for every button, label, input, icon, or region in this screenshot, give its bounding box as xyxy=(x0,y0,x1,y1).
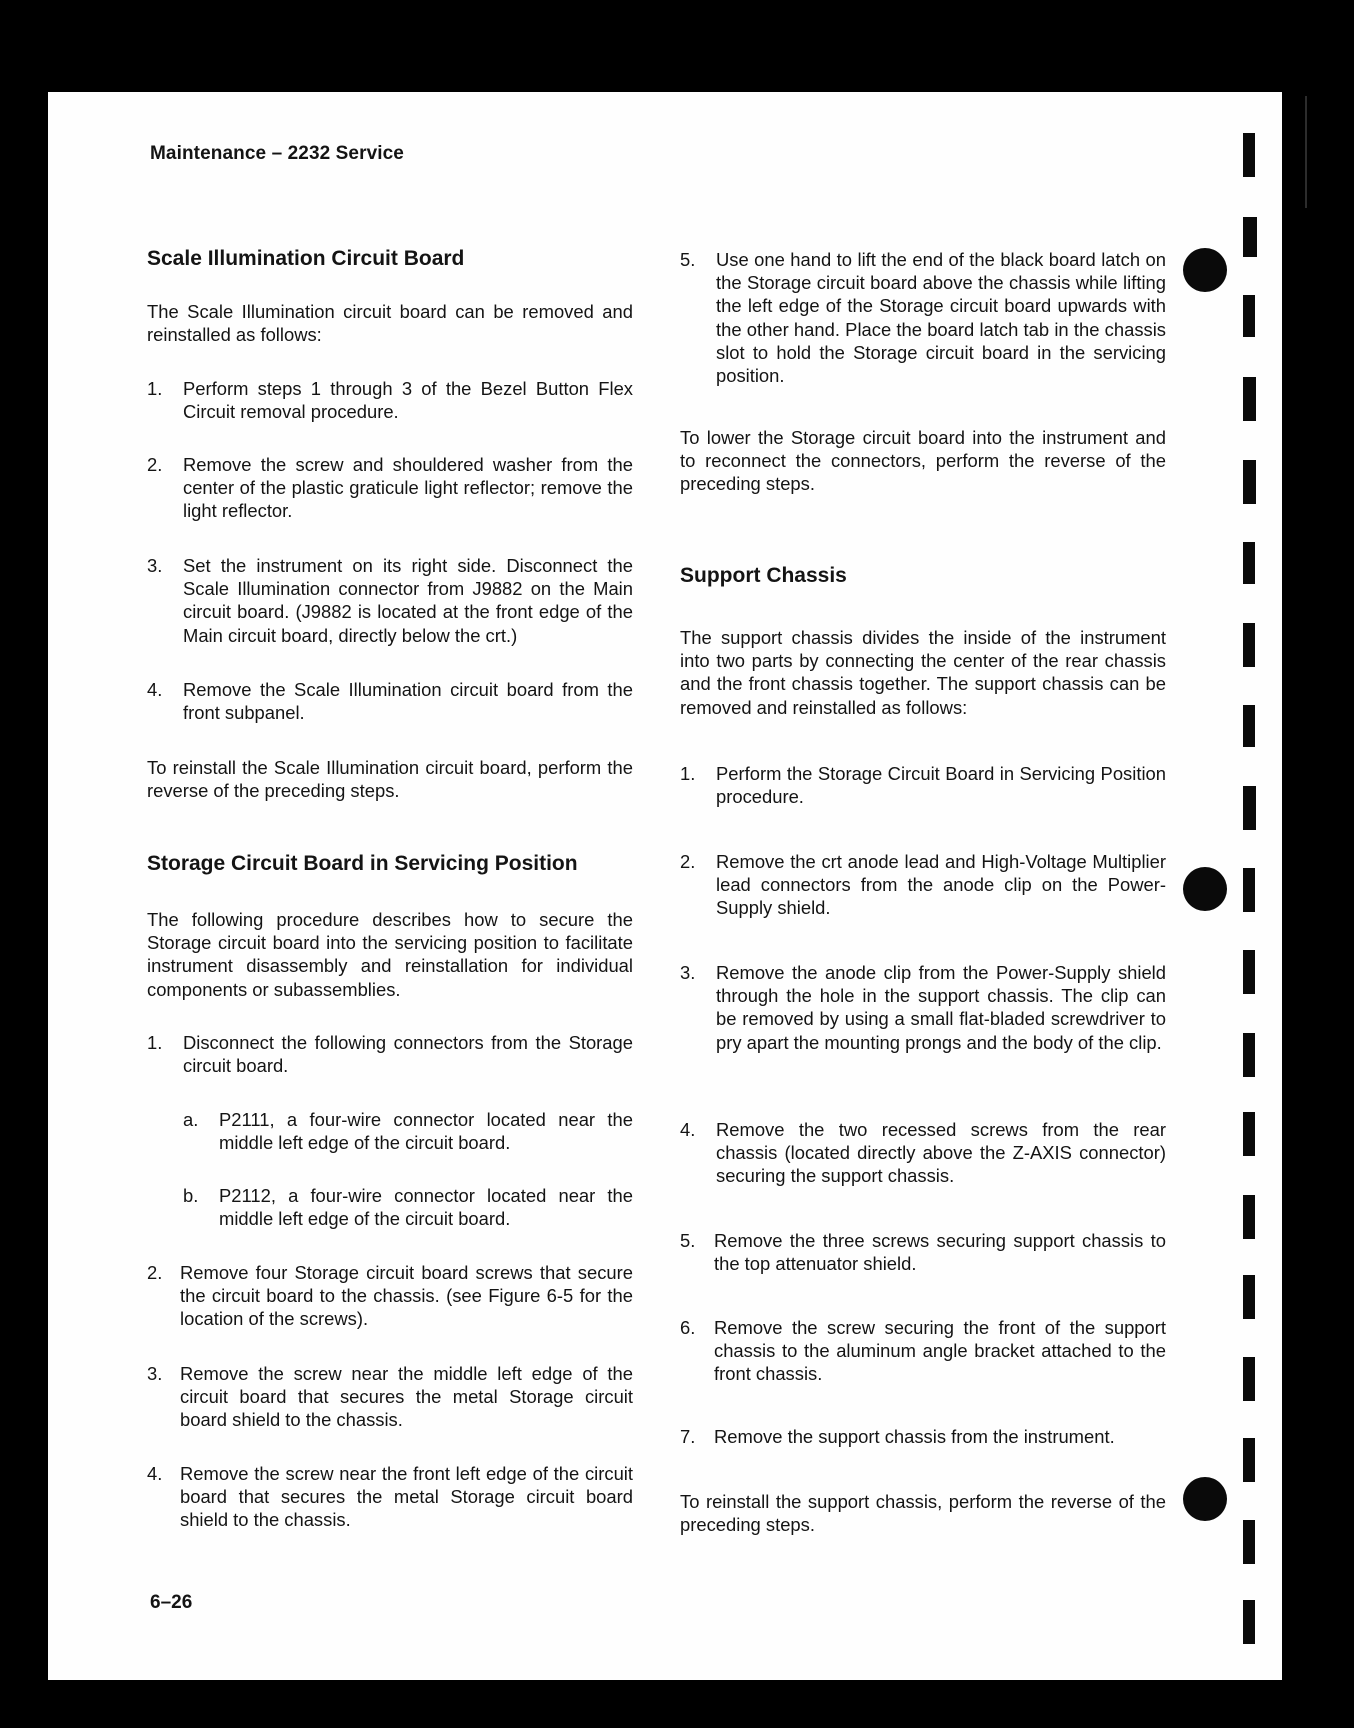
registration-mark xyxy=(1243,1112,1255,1156)
registration-mark xyxy=(1243,133,1255,177)
support-chassis-paragraph: The support chassis divides the inside of the instrument into two parts by connecting the center of the rear chassis and the front chassis together. The support chassis can be removed and reinstalled as follows: xyxy=(680,627,1166,718)
registration-mark xyxy=(1243,623,1255,667)
registration-mark xyxy=(1243,786,1256,830)
registration-mark xyxy=(1243,1600,1255,1644)
registration-mark xyxy=(1243,295,1255,337)
section-heading-support-chassis: Support Chassis xyxy=(680,564,847,587)
registration-mark xyxy=(1243,460,1256,504)
registration-mark xyxy=(1243,1195,1255,1239)
closing-paragraph: To reinstall the Scale Illumination circuit board, perform the reverse of the preceding steps. xyxy=(147,757,633,802)
reinstall-paragraph: To reinstall the support chassis, perform the reverse of the preceding steps. xyxy=(680,1491,1166,1536)
intro-paragraph: The Scale Illumination circuit board can be removed and reinstalled as follows: xyxy=(147,301,633,346)
registration-mark xyxy=(1243,1438,1255,1482)
page-number: 6–26 xyxy=(150,1592,193,1613)
registration-mark xyxy=(1243,217,1257,257)
registration-mark xyxy=(1243,705,1255,747)
registration-mark xyxy=(1243,377,1256,421)
registration-mark xyxy=(1243,1357,1255,1401)
registration-mark xyxy=(1243,868,1255,912)
section-heading-storage-circuit-board: Storage Circuit Board in Servicing Position xyxy=(147,852,578,875)
lower-board-paragraph: To lower the Storage circuit board into the instrument and to reconnect the connectors, perform the reverse of the preceding steps. xyxy=(680,427,1166,495)
page-edge-line xyxy=(1305,96,1307,208)
registration-mark xyxy=(1243,542,1255,584)
registration-mark xyxy=(1243,1033,1255,1077)
registration-mark xyxy=(1243,1520,1255,1564)
registration-mark xyxy=(1243,950,1255,994)
punch-hole xyxy=(1183,1477,1227,1521)
registration-mark xyxy=(1243,1275,1255,1319)
procedure-paragraph: The following procedure describes how to secure the Storage circuit board into the servicing position to facilitate instrument disassembly and reinstallation for individual components or subassemblies. xyxy=(147,909,633,1000)
running-header: Maintenance – 2232 Service xyxy=(150,143,404,164)
punch-hole xyxy=(1183,867,1227,911)
section-heading-scale-illumination: Scale Illumination Circuit Board xyxy=(147,247,465,270)
punch-hole xyxy=(1183,248,1227,292)
